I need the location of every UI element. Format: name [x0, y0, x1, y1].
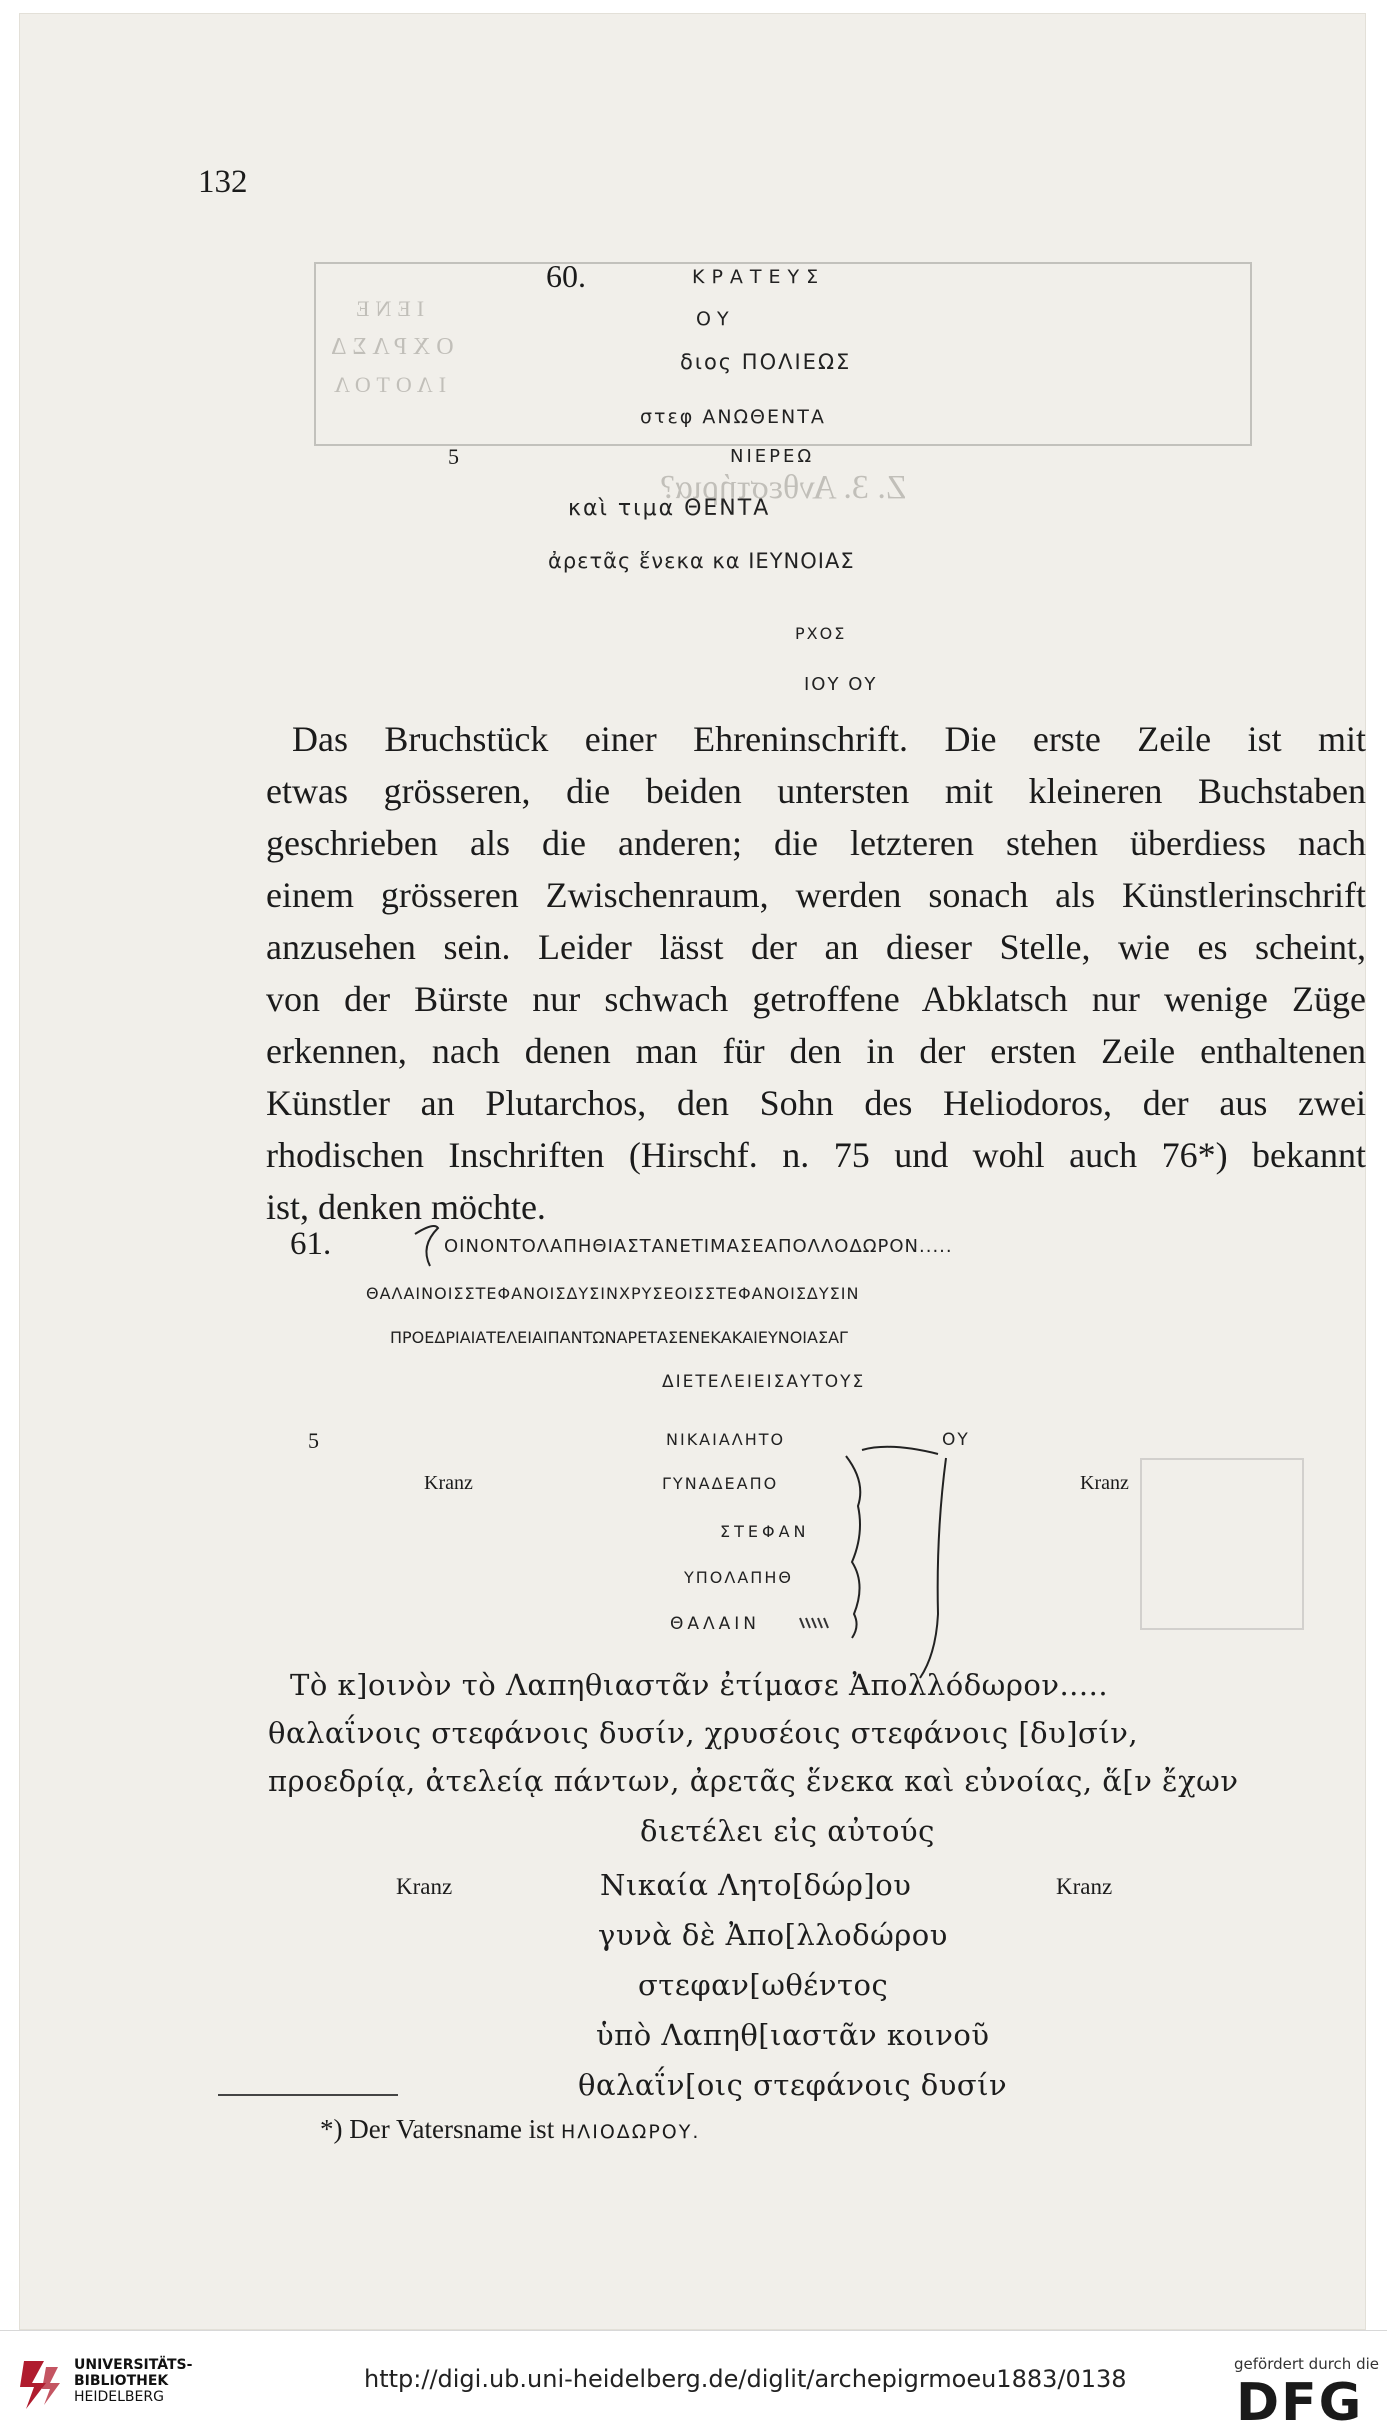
inscription-line: ἀρετᾶς ἕνεκα κα ΙΕΥΝΟΙΑΣ: [548, 549, 855, 573]
paragraph-line: etwas grösseren, die beiden untersten mit kleineren Buchstaben: [266, 771, 1366, 811]
transcription-line: Τὸ κ]οινὸν τὸ Λαπηθιαστᾶν ἐτίμασε Ἀπολλόδωρον.....: [290, 1668, 1109, 1702]
inscription-line: ΘΑΛΑΙΝΟΙΣΣΤΕΦΑΝΟΙΣΔΥΣΙΝΧΡΥΣΕΟΙΣΣΤΕΦΑΝΟΙΣΔΥΣΙΝ: [366, 1284, 860, 1303]
inscription-line: καὶ τιμα ΘΕΝΤΑ: [568, 496, 771, 521]
bleed-through-text: ΟΧΡΛΣΔ: [325, 334, 454, 360]
paragraph-line: anzusehen sein. Leider lässt der an dieser Stelle, wie es scheint,: [266, 927, 1366, 967]
kranz-label-left: Kranz: [396, 1874, 453, 1899]
bleed-through-text: ΙΛΟΤΟΛ: [328, 372, 447, 397]
dfg-logo[interactable]: DFG: [1236, 2373, 1364, 2433]
inscription-line: στεφ ΑΝΩΘΕΝΤΑ: [640, 406, 826, 428]
footnote-greek: ΗΛΙΟΔΩΡΟΥ.: [560, 2121, 701, 2143]
paragraph-line: Künstler an Plutarchos, den Sohn des Heliodoros, der aus zwei: [266, 1083, 1366, 1123]
kranz-label-left: Kranz: [424, 1472, 473, 1494]
wreath-line: ΟΥ: [942, 1430, 970, 1450]
permalink-url[interactable]: http://digi.ub.uni-heidelberg.de/diglit/archepigrmoeu1883/0138: [364, 2365, 1127, 2393]
wreath-transcription-line: θαλαΐν[οις στεφάνοις δυσίν: [578, 2068, 1008, 2102]
wreath-stroke: [846, 1456, 860, 1638]
footnote-rule: [218, 2094, 398, 2096]
inscription-line: ΟΙΝΟΝΤΟΛΑΠΗΘΙΑΣΤΑΝΕΤΙΜΑΣΕΑΠΟΛΛΟΔΩΡΟΝ.....: [444, 1236, 953, 1257]
bleed-through-heading: Ζ. 3. Ανθεστήρια?: [660, 469, 907, 506]
university-line: HEIDELBERG: [74, 2389, 164, 2405]
wreath-stroke: [862, 1447, 938, 1454]
paragraph-line: einem grösseren Zwischenraum, werden sonach als Künstlerinschrift: [266, 875, 1366, 915]
wreath-stroke: [920, 1458, 946, 1678]
wreath-transcription-line: Νικαία Λητο[δώρ]ου: [600, 1868, 912, 1902]
wreath-line: ΣΤΕΦΑΝ: [720, 1522, 810, 1541]
wreath-line: ΥΠΟΛΑΠΗΘ: [684, 1568, 793, 1587]
footnote: [320, 2114, 700, 2145]
inscription-line: ΟΥ: [696, 308, 735, 330]
university-line: UNIVERSITÄTS-: [74, 2357, 193, 2373]
paragraph-line: erkennen, nach denen man für den in der ersten Zeile enthaltenen: [266, 1031, 1366, 1071]
kranz-label-right: Kranz: [1056, 1874, 1113, 1899]
transcription-line: διετέλει εἰς αὐτούς: [640, 1814, 935, 1848]
wreath-transcription-line: γυνὰ δὲ Ἀπο[λλοδώρου: [598, 1918, 948, 1952]
inscription-line: ΔΙΕΤΕΛΕΙΕΙΣΑΥΤΟΥΣ: [662, 1372, 866, 1392]
wreath-hatching: [800, 1618, 828, 1628]
wreath-transcription-line: ὑπὸ Λαπηθ[ιαστᾶν κοινοῦ: [596, 2018, 990, 2052]
university-logo-icon[interactable]: [14, 2353, 64, 2413]
line-number: 5: [308, 1428, 319, 1453]
paragraph-line: ist, denken möchte.: [266, 1187, 546, 1227]
transcription-line: θαλαΐνοις στεφάνοις δυσίν, χρυσέοις στεφάνοις [δυ]σίν,: [268, 1716, 1139, 1750]
kranz-label-right: Kranz: [1080, 1472, 1129, 1494]
paragraph-line: von der Bürste nur schwach getroffene Abklatsch nur wenige Züge: [266, 979, 1366, 1019]
wreath-line: ΓΥΝΑΔΕΑΠΟ: [662, 1474, 779, 1493]
inscription-number: 60.: [546, 258, 586, 294]
inscription-line: ΚΡΑΤΕΥΣ: [692, 266, 826, 288]
funding-note: gefördert durch die: [1234, 2355, 1379, 2373]
wreath-stroke: [415, 1226, 438, 1266]
inscription-number: 61.: [290, 1226, 332, 1262]
wreath-transcription-line: στεφαν[ωθέντος: [638, 1968, 889, 2002]
viewer-footer: [0, 2330, 1387, 2433]
inscription-line: ΝΙΕΡΕΩ: [730, 446, 815, 467]
inscription-line: ΠΡΟΕΔΡΙΑΙΑΤΕΛΕΙΑΙΠΑΝΤΩΝΑΡΕΤΑΣΕΝΕΚΑΚΑΙΕΥΝΟΙΑΣΑΓ: [390, 1328, 848, 1347]
footnote-marker: *): [320, 2114, 343, 2144]
university-line: BIBLIOTHEK: [74, 2373, 169, 2389]
paragraph-line: rhodischen Inschriften (Hirschf. n. 75 und wohl auch 76*) bekannt: [266, 1135, 1366, 1175]
paragraph-line: Das Bruchstück einer Ehreninschrift. Die erste Zeile ist mit: [292, 719, 1366, 759]
scanned-page: [20, 14, 1365, 2329]
inscription-line: ΙΟΥ ΟΥ: [804, 674, 878, 695]
wreath-line: ΝΙΚΑΙΑΛΗΤΟ: [666, 1430, 786, 1449]
page-number: 132: [198, 164, 248, 200]
university-name: [74, 2357, 192, 2405]
footnote-text: Der Vatersname ist: [349, 2114, 555, 2144]
paragraph-line: geschrieben als die anderen; die letzteren stehen überdiess nach: [266, 823, 1366, 863]
wreath-line: ΘΑΛΑΙΝ: [670, 1614, 760, 1634]
line-number: 5: [448, 444, 459, 469]
transcription-line: προεδρίᾳ, ἀτελείᾳ πάντων, ἀρετᾶς ἕνεκα καὶ εὐνοίας, ἅ[ν ἔχων: [268, 1764, 1239, 1798]
inscription-line: διος ΠΟΛΙΕΩΣ: [680, 350, 852, 374]
inscription-line: ΡΧΟΣ: [795, 624, 847, 643]
bleed-through-text: ΙΕΝΕ: [350, 296, 425, 321]
